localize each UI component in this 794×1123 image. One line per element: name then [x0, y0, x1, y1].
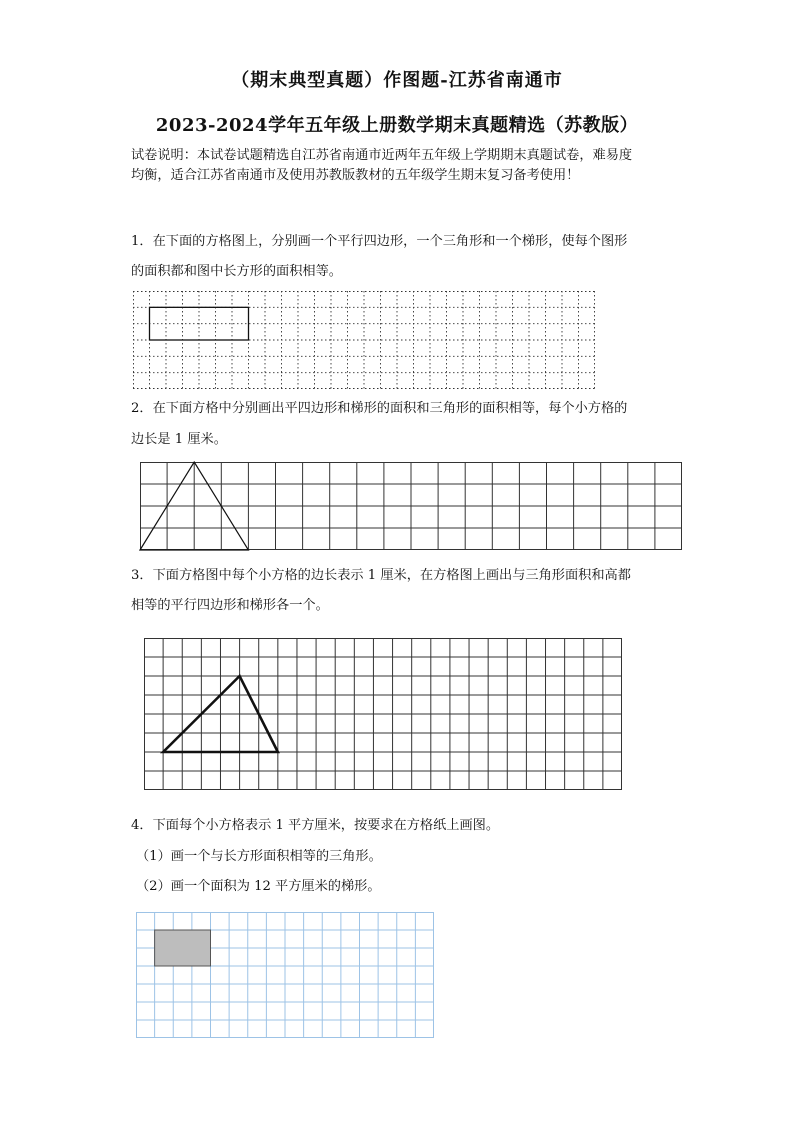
question-2-grid	[140, 462, 682, 550]
question-2-line-1: 2．在下面方格中分别画出平四边形和梯形的面积和三角形的面积相等，每个小方格的	[131, 401, 628, 416]
question-4-line-1: 4．下面每个小方格表示 1 平方厘米，按要求在方格纸上画图。	[131, 818, 500, 833]
question-4-sub-2: （2）画一个面积为 12 平方厘米的梯形。	[136, 879, 381, 894]
question-3-grid	[144, 638, 622, 790]
question-1-line-2: 的面积都和图中长方形的面积相等。	[131, 264, 342, 279]
question-4-grid	[136, 912, 434, 1038]
page-title: （期末典型真题）作图题-江苏省南通市	[231, 70, 563, 91]
question-3-line-1: 3．下面方格图中每个小方格的边长表示 1 厘米，在方格图上画出与三角形面积和高都	[131, 568, 631, 583]
question-1-line-1: 1．在下面的方格图上，分别画一个平行四边形，一个三角形和一个梯形，使每个图形	[131, 234, 628, 249]
question-3-line-2: 相等的平行四边形和梯形各一个。	[131, 598, 329, 613]
intro-line-1: 试卷说明：本试卷试题精选自江苏省南通市近两年五年级上学期期末真题试卷，难易度	[131, 148, 633, 163]
question-4-shaded-rectangle	[155, 930, 211, 966]
question-1-dotted-grid	[133, 291, 595, 389]
question-4-sub-1: （1）画一个与长方形面积相等的三角形。	[136, 849, 382, 864]
intro-line-2: 均衡，适合江苏省南通市及使用苏教版教材的五年级学生期末复习备考使用！	[131, 168, 580, 183]
page-subtitle: 2023-2024学年五年级上册数学期末真题精选（苏教版）	[155, 115, 639, 136]
question-2-line-2: 边长是 1 厘米。	[131, 432, 227, 447]
